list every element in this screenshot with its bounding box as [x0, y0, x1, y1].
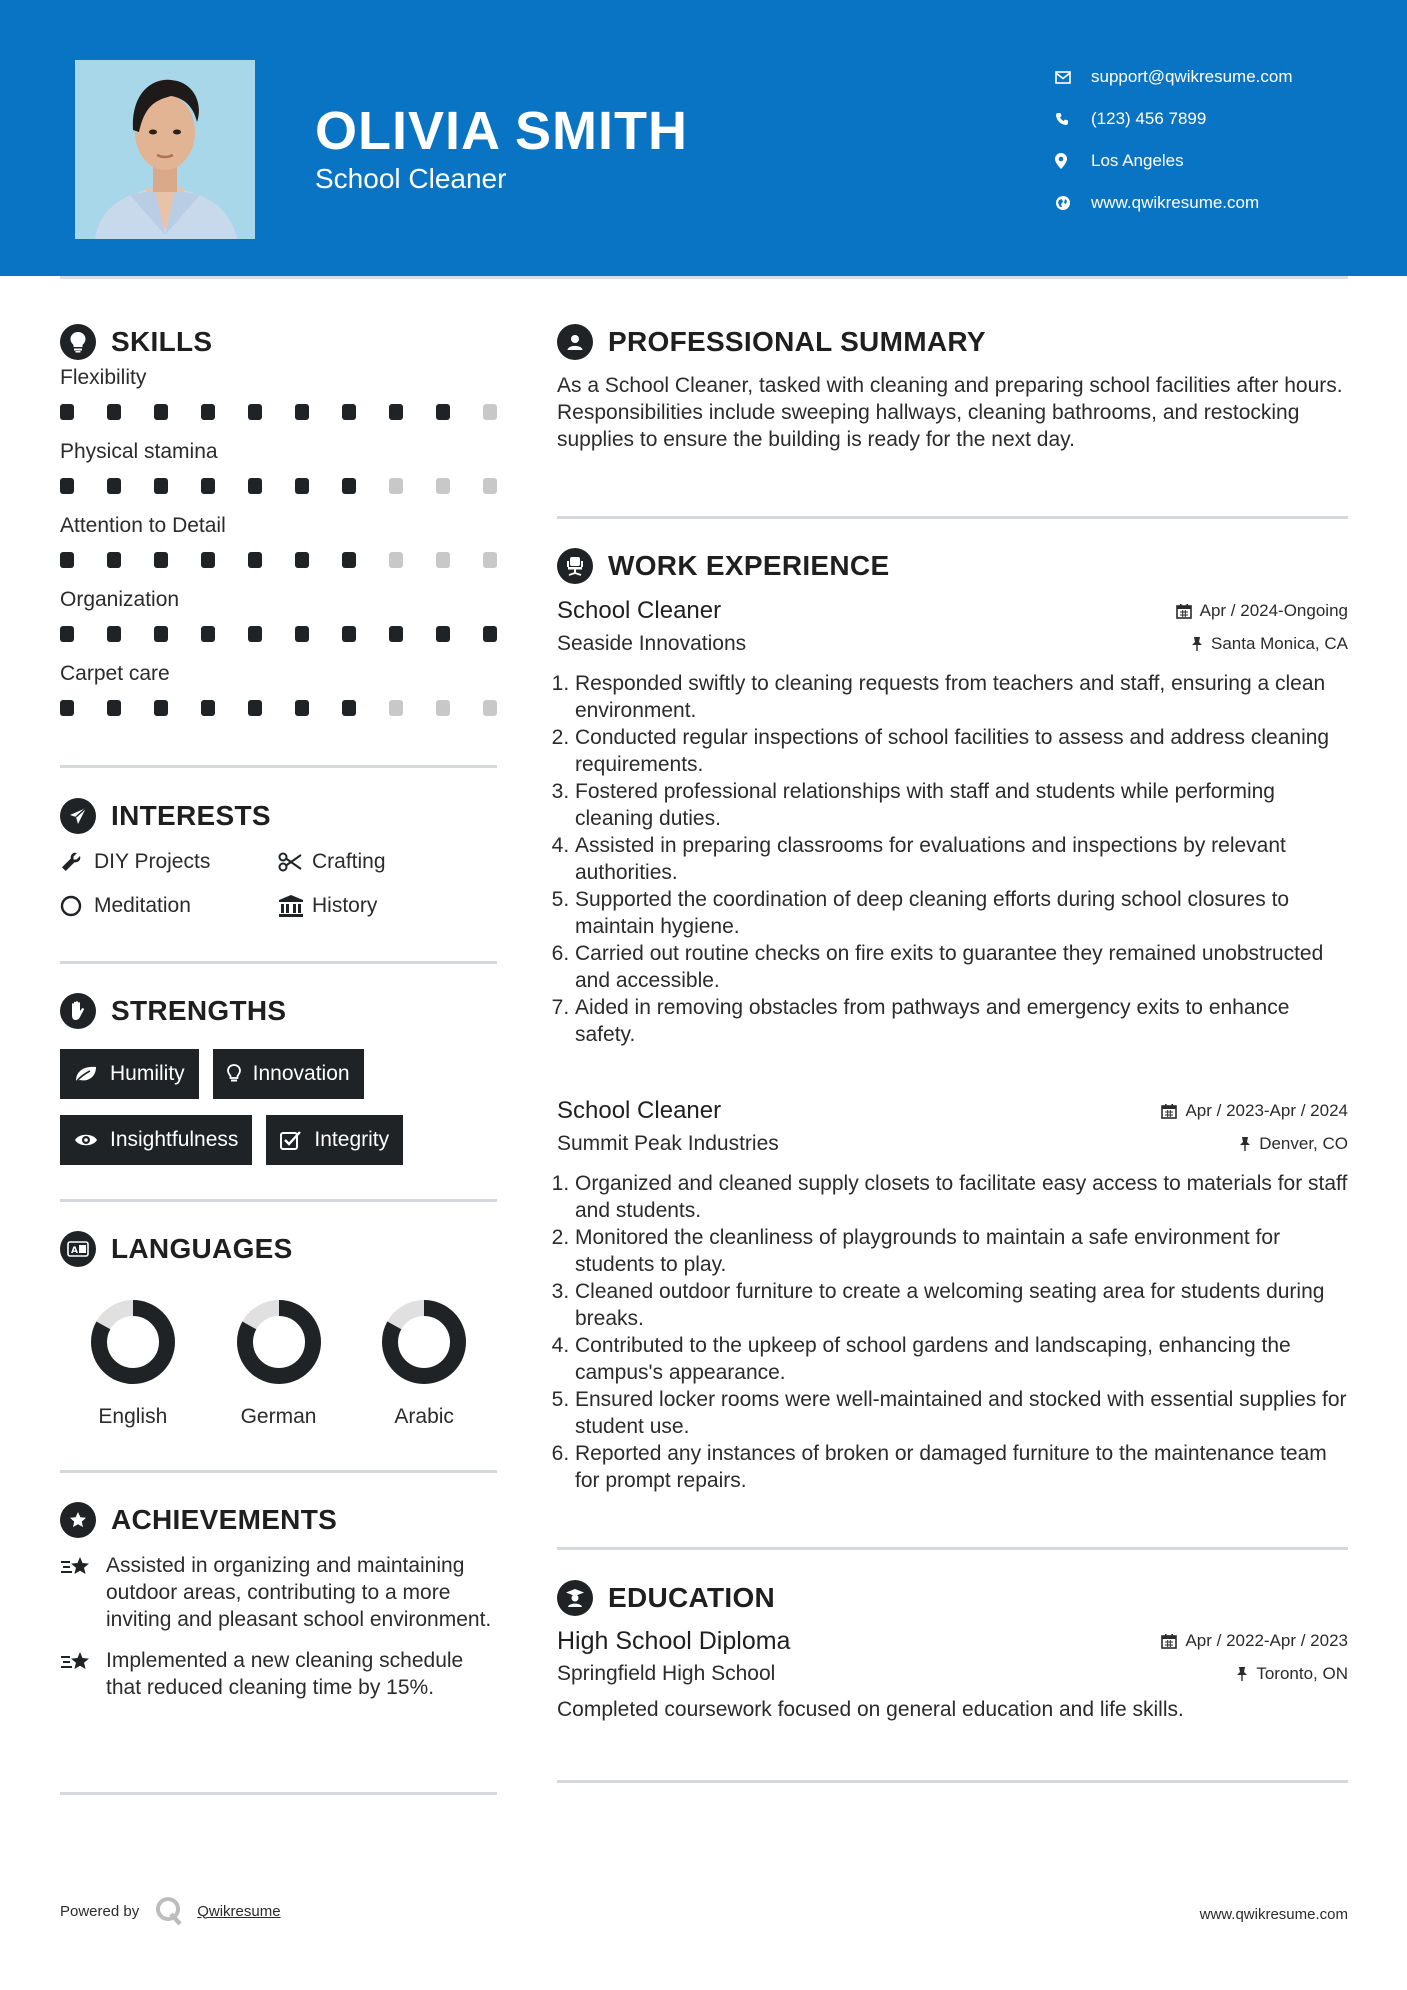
rating-dot	[201, 552, 215, 568]
rating-dot	[389, 700, 403, 716]
job-date	[1176, 601, 1348, 621]
interests-list	[60, 850, 497, 918]
rating-dot	[483, 626, 497, 642]
calendar-icon	[1176, 603, 1192, 619]
education-title: EDUCATION	[608, 1582, 776, 1613]
experience-section	[557, 546, 1348, 1494]
job-subheader	[557, 628, 1348, 660]
contact-email[interactable]	[1055, 56, 1293, 98]
eye-icon	[74, 1132, 98, 1148]
section-divider	[60, 765, 497, 768]
job-company: Summit Peak Industries	[557, 1132, 779, 1155]
scissors-icon	[278, 852, 312, 872]
skills-section	[60, 322, 497, 736]
strength-label: Innovation	[252, 1062, 350, 1085]
rating-dot	[60, 404, 74, 420]
checkbox-icon	[280, 1130, 302, 1150]
interest-item	[278, 850, 496, 874]
strengths-list	[60, 1049, 497, 1165]
job-location	[1239, 1134, 1348, 1154]
achievement-item	[60, 1552, 497, 1633]
language-name: English	[98, 1405, 168, 1428]
interests-title: INTERESTS	[111, 800, 271, 831]
summary-heading	[557, 322, 1348, 362]
rating-dot	[248, 552, 262, 568]
strength-tag	[213, 1049, 364, 1099]
candidate-title: School Cleaner	[315, 163, 507, 194]
rating-dot	[483, 700, 497, 716]
rating-dot	[154, 478, 168, 494]
rating-dot	[295, 626, 309, 642]
achievements-title: ACHIEVEMENTS	[111, 1504, 338, 1535]
languages-list	[60, 1299, 497, 1429]
job-bullet: 6. Reported any instances of broken or damaged furniture to the maintenance team for prompt repairs.	[575, 1440, 1348, 1494]
strength-label: Insightfulness	[110, 1128, 239, 1151]
skill-name: Carpet care	[60, 662, 170, 685]
job-bullets	[557, 1170, 1348, 1494]
job-bullet: 2. Conducted regular inspections of school facilities to assess and address cleaning requirements.	[575, 724, 1348, 778]
strength-label: Humility	[110, 1062, 185, 1085]
job-date-text: Apr / 2023-Apr / 2024	[1185, 1101, 1348, 1120]
rating-dot	[107, 552, 121, 568]
job-entry	[557, 594, 1348, 1048]
summary-title: PROFESSIONAL SUMMARY	[608, 326, 986, 357]
footer-website[interactable]: www.qwikresume.com	[1199, 1906, 1348, 1923]
rating-dot	[60, 552, 74, 568]
interest-item	[60, 894, 278, 918]
strengths-heading	[60, 991, 497, 1031]
section-divider	[557, 1780, 1348, 1783]
language-name: Arabic	[394, 1405, 454, 1428]
header-divider	[60, 276, 1348, 279]
interest-label: DIY Projects	[94, 850, 211, 873]
contact-phone-text: (123) 456 7899	[1091, 109, 1207, 128]
rating-dot	[436, 700, 450, 716]
section-divider	[60, 1199, 497, 1202]
job-entry	[557, 1094, 1348, 1494]
job-bullet: 7. Aided in removing obstacles from pathways and emergency exits to enhance safety.	[575, 994, 1348, 1048]
job-bullet: 3. Fostered professional relationships with staff and students while performing cleaning duties.	[575, 778, 1348, 832]
languages-heading	[60, 1229, 497, 1269]
qwikresume-link[interactable]: Qwikresume	[197, 1902, 281, 1920]
skills-title: SKILLS	[111, 326, 213, 357]
education-degree: High School Diploma	[557, 1626, 791, 1655]
rating-dot	[295, 478, 309, 494]
strength-tag	[60, 1049, 199, 1099]
rating-dot	[248, 626, 262, 642]
rating-dot	[436, 478, 450, 494]
rating-dot	[107, 700, 121, 716]
section-divider	[557, 516, 1348, 519]
calendar-icon	[1161, 1633, 1177, 1649]
contact-phone[interactable]	[1055, 98, 1293, 140]
summary-text: As a School Cleaner, tasked with cleaning and preparing school facilities after hours. Responsibilities include sweeping hallways, cleaning bathrooms, and restocking supplies to ensure the building is ready for the next day.	[557, 374, 1343, 451]
phone-icon	[1055, 112, 1091, 126]
language-item	[206, 1299, 352, 1429]
rating-dot	[342, 626, 356, 642]
section-divider	[60, 961, 497, 964]
language-item	[351, 1299, 497, 1429]
interests-heading	[60, 796, 497, 836]
language-donut	[90, 1299, 176, 1385]
wrench-icon	[60, 851, 94, 873]
rating-dot	[154, 552, 168, 568]
languages-section	[60, 1229, 497, 1429]
rating-dot	[436, 626, 450, 642]
interest-label: History	[312, 894, 378, 917]
rating-dot	[107, 478, 121, 494]
interest-item	[60, 850, 278, 874]
skill-rating	[60, 690, 497, 736]
job-subheader	[557, 1128, 1348, 1160]
rating-dot	[342, 404, 356, 420]
job-bullet: 4. Assisted in preparing classrooms for evaluations and inspections by relevant authorities.	[575, 832, 1348, 886]
rating-dot	[342, 552, 356, 568]
rating-dot	[248, 700, 262, 716]
rating-dot	[342, 478, 356, 494]
rating-dot	[436, 404, 450, 420]
shooting-star-icon	[60, 1647, 106, 1701]
resume-header	[0, 0, 1407, 276]
qwikresume-logo-icon	[155, 1896, 183, 1926]
job-header	[557, 1094, 1348, 1128]
interest-item	[278, 894, 496, 918]
rating-dot	[201, 700, 215, 716]
job-bullet: 5. Supported the coordination of deep cleaning efforts during school closures to maintain hygiene.	[575, 886, 1348, 940]
job-bullet: 1. Organized and cleaned supply closets to facilitate easy access to materials for staff and students.	[575, 1170, 1348, 1224]
contact-location-text: Los Angeles	[1091, 151, 1184, 170]
interests-section	[60, 796, 497, 918]
rating-dot	[60, 478, 74, 494]
hand-icon	[60, 993, 96, 1029]
experience-title: WORK EXPERIENCE	[608, 550, 890, 581]
summary-section	[557, 322, 1348, 453]
education-location	[1236, 1664, 1348, 1684]
skill-name: Attention to Detail	[60, 514, 226, 537]
rating-dot	[389, 404, 403, 420]
education-date-text: Apr / 2022-Apr / 2023	[1185, 1631, 1348, 1650]
rating-dot	[483, 404, 497, 420]
rating-dot	[60, 700, 74, 716]
achievements-section	[60, 1500, 497, 1701]
skill-rating	[60, 394, 497, 440]
education-location-text: Toronto, ON	[1256, 1664, 1348, 1683]
job-location-text: Santa Monica, CA	[1210, 634, 1348, 653]
leaf-icon	[74, 1065, 98, 1083]
user-icon	[557, 324, 593, 360]
strength-tag	[266, 1115, 403, 1165]
interest-label: Meditation	[94, 894, 191, 917]
skills-heading	[60, 322, 497, 362]
footer-powered-by	[60, 1896, 281, 1926]
svg-text:A: A	[71, 1246, 78, 1256]
achievement-text: Implemented a new cleaning schedule that reduced cleaning time by 15%.	[106, 1649, 464, 1699]
museum-icon	[278, 895, 312, 917]
strengths-section	[60, 991, 497, 1165]
rating-dot	[107, 404, 121, 420]
job-location	[1191, 634, 1348, 654]
rating-dot	[201, 626, 215, 642]
office-chair-icon	[557, 548, 593, 584]
envelope-icon	[1055, 71, 1091, 84]
rating-dot	[483, 478, 497, 494]
strength-tag	[60, 1115, 252, 1165]
education-school: Springfield High School	[557, 1662, 776, 1685]
job-bullet: 2. Monitored the cleanliness of playgrounds to maintain a safe environment for students to play.	[575, 1224, 1348, 1278]
education-section	[557, 1578, 1348, 1723]
graduate-icon	[557, 1580, 593, 1616]
paper-plane-icon	[60, 798, 96, 834]
contact-list	[1055, 56, 1293, 224]
achievements-heading	[60, 1500, 497, 1540]
globe-icon	[1055, 195, 1091, 211]
skills-list	[60, 366, 497, 736]
rating-dot	[201, 404, 215, 420]
job-header	[557, 594, 1348, 628]
achievement-item	[60, 1647, 497, 1701]
rating-dot	[295, 700, 309, 716]
job-bullets	[557, 670, 1348, 1048]
rating-dot	[248, 478, 262, 494]
job-bullet: 3. Cleaned outdoor furniture to create a welcoming seating area for students during breaks.	[575, 1278, 1348, 1332]
language-icon	[60, 1231, 96, 1267]
rating-dot	[154, 404, 168, 420]
rating-dot	[295, 552, 309, 568]
rating-dot	[483, 552, 497, 568]
skill-name: Physical stamina	[60, 440, 218, 463]
rating-dot	[389, 478, 403, 494]
rating-dot	[389, 626, 403, 642]
skill-name: Flexibility	[60, 366, 147, 389]
profile-photo	[75, 60, 255, 239]
rating-dot	[295, 404, 309, 420]
education-date	[1161, 1631, 1348, 1651]
job-date-text: Apr / 2024-Ongoing	[1199, 601, 1348, 620]
job-bullet: 5. Ensured locker rooms were well-maintained and stocked with essential supplies for student use.	[575, 1386, 1348, 1440]
language-name: German	[240, 1405, 317, 1428]
job-bullet: 6. Carried out routine checks on fire exits to guarantee they remained unobstructed and accessible.	[575, 940, 1348, 994]
candidate-name: OLIVIA SMITH	[315, 101, 688, 161]
rating-dot	[248, 404, 262, 420]
skill-rating	[60, 468, 497, 514]
skill-rating	[60, 616, 497, 662]
star-badge-icon	[60, 1502, 96, 1538]
rating-dot	[342, 700, 356, 716]
rating-dot	[60, 626, 74, 642]
contact-email-text: support@qwikresume.com	[1091, 67, 1293, 86]
job-location-text: Denver, CO	[1259, 1134, 1348, 1153]
language-item	[60, 1299, 206, 1429]
pushpin-icon	[1239, 1136, 1251, 1152]
language-donut	[381, 1299, 467, 1385]
contact-location	[1055, 140, 1293, 182]
language-donut	[236, 1299, 322, 1385]
calendar-icon	[1161, 1103, 1177, 1119]
achievement-text: Assisted in organizing and maintaining outdoor areas, contributing to a more inviting and pleasant school environment.	[106, 1554, 492, 1631]
strengths-title: STRENGTHS	[111, 995, 287, 1026]
rating-dot	[201, 478, 215, 494]
circle-icon	[60, 895, 94, 917]
skill-rating	[60, 542, 497, 588]
job-company: Seaside Innovations	[557, 632, 747, 655]
pushpin-icon	[1191, 636, 1203, 652]
contact-website[interactable]	[1055, 182, 1293, 224]
lightbulb-icon	[60, 324, 96, 360]
powered-by-text: Powered by	[60, 1902, 140, 1920]
map-pin-icon	[1055, 153, 1091, 169]
section-divider	[557, 1547, 1348, 1550]
education-heading	[557, 1578, 1348, 1618]
job-title: School Cleaner	[557, 597, 722, 624]
lightbulb-icon	[227, 1064, 241, 1084]
job-date	[1161, 1101, 1348, 1121]
education-description: Completed coursework focused on general education and life skills.	[557, 1698, 1184, 1721]
section-divider	[60, 1470, 497, 1473]
rating-dot	[154, 700, 168, 716]
languages-title: LANGUAGES	[111, 1233, 293, 1264]
job-bullet: 4. Contributed to the upkeep of school gardens and landscaping, enhancing the campus's appearance.	[575, 1332, 1348, 1386]
skill-name: Organization	[60, 588, 180, 611]
interest-label: Crafting	[312, 850, 386, 873]
job-bullet: 1. Responded swiftly to cleaning requests from teachers and staff, ensuring a clean environment.	[575, 670, 1348, 724]
rating-dot	[389, 552, 403, 568]
education-subheader	[557, 1658, 1348, 1690]
rating-dot	[154, 626, 168, 642]
pushpin-icon	[1236, 1666, 1248, 1682]
experience-heading	[557, 546, 1348, 586]
contact-website-text: www.qwikresume.com	[1091, 193, 1260, 212]
education-header	[557, 1624, 1348, 1658]
rating-dot	[436, 552, 450, 568]
rating-dot	[107, 626, 121, 642]
shooting-star-icon	[60, 1552, 106, 1633]
strength-label: Integrity	[314, 1128, 390, 1151]
section-divider	[60, 1792, 497, 1795]
job-title: School Cleaner	[557, 1097, 722, 1124]
